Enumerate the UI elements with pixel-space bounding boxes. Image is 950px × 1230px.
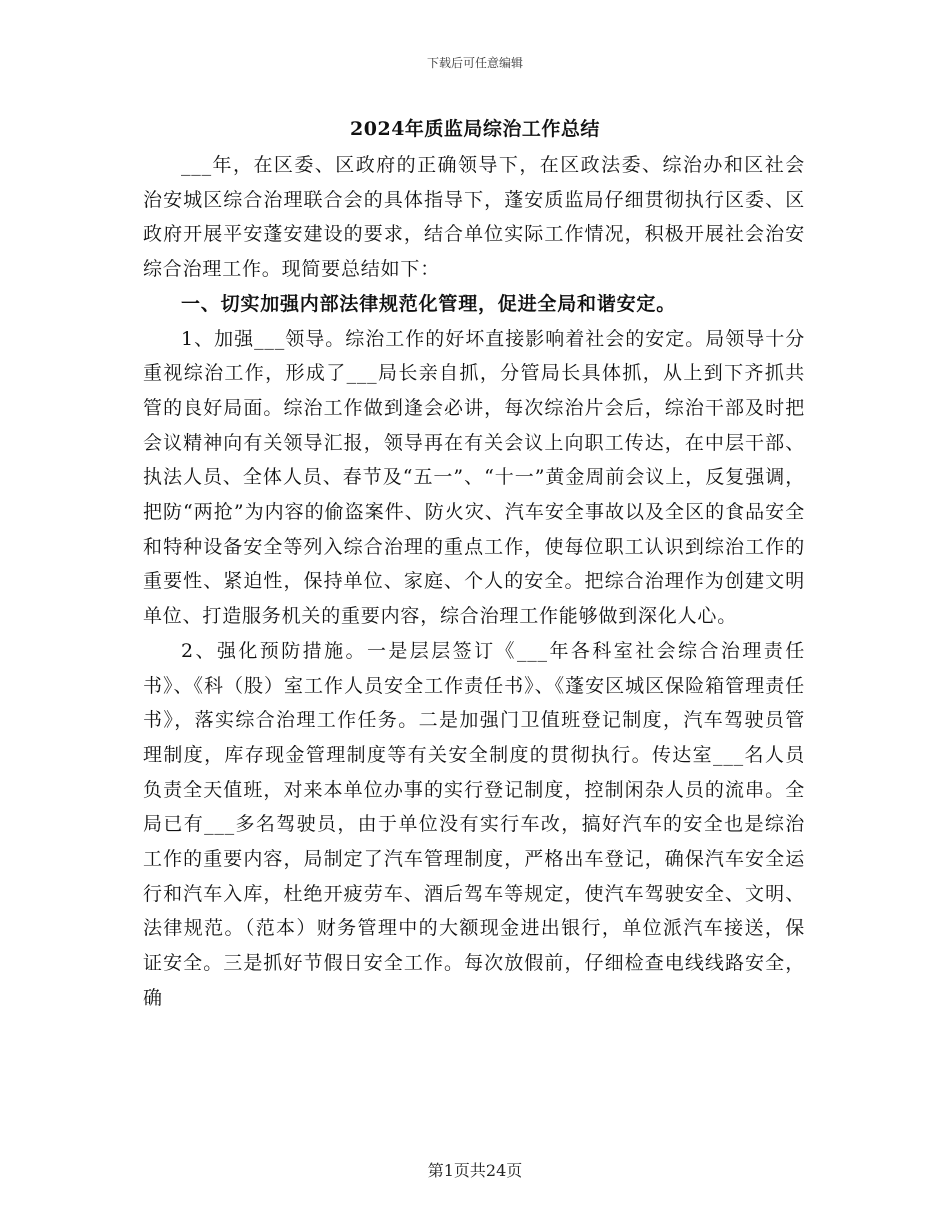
intro-paragraph: ___年，在区委、区政府的正确领导下，在区政法委、综治办和区社会治安城区综合治理联合会的具体指导下，蓬安质监局仔细贯彻执行区委、区政府开展平安蓬安建设的要求，结合单位实际工作情况，积极开展社会治安综合治理工作。现简要总结如下：	[143, 154, 805, 281]
header-note: 下载后可任意编辑	[426, 56, 523, 70]
page-number: 第1页共24页	[427, 1161, 523, 1180]
body-paragraph: 2、强化预防措施。一是层层签订《___年各科室社会综合治理责任书》、《科（股）室工作人员安全工作责任书》、《蓬安区城区保险箱管理责任书》，落实综合治理工作任务。二是加强门卫值班登记制度，汽车驾驶员管理制度，库存现金管理制度等有关安全制度的贯彻执行。传达室___名人员负责全天值班，对来本单位办事的实行登记制度，控制闲杂人员的流串。全局已有___多名驾驶员，由于单位没有实行车改，搞好汽车的安全也是综治工作的重要内容，局制定了汽车管理制度，严格出车登记，确保汽车安全运行和汽车入库，杜绝开疲劳车、酒后驾车等规定，使汽车驾驶安全、文明、法律规范。（范本）财务管理中的大额现金进出银行，单位派汽车接送，保证安全。三是抓好节假日安全工作。每次放假前，仔细检查电线线路安全，确	[143, 639, 805, 1009]
section-heading: 一、切实加强内部法律规范化管理，促进全局和谐安定。	[181, 292, 677, 315]
document-title: 2024年质监局综治工作总结	[350, 118, 600, 140]
body-paragraph: 1、加强___领导。综治工作的好坏直接影响着社会的安定。局领导十分重视综治工作，形成了___局长亲自抓，分管局长具体抓，从上到下齐抓共管的良好局面。综治工作做到逢会必讲，每次综治片会后，综治干部及时把会议精神向有关领导汇报，领导再在有关会议上向职工传达，在中层干部、执法人员、全体人员、春节及“五一”、“十一”黄金周前会议上，反复强调，把防“两抢”为内容的偷盗案件、防火灾、汽车安全事故以及全区的食品安全和特种设备安全等列入综合治理的重点工作，使每位职工认识到综治工作的重要性、紧迫性，保持单位、家庭、个人的安全。把综合治理作为创建文明单位、打造服务机关的重要内容，综合治理工作能够做到深化人心。	[143, 327, 805, 628]
document-body	[143, 148, 805, 1016]
